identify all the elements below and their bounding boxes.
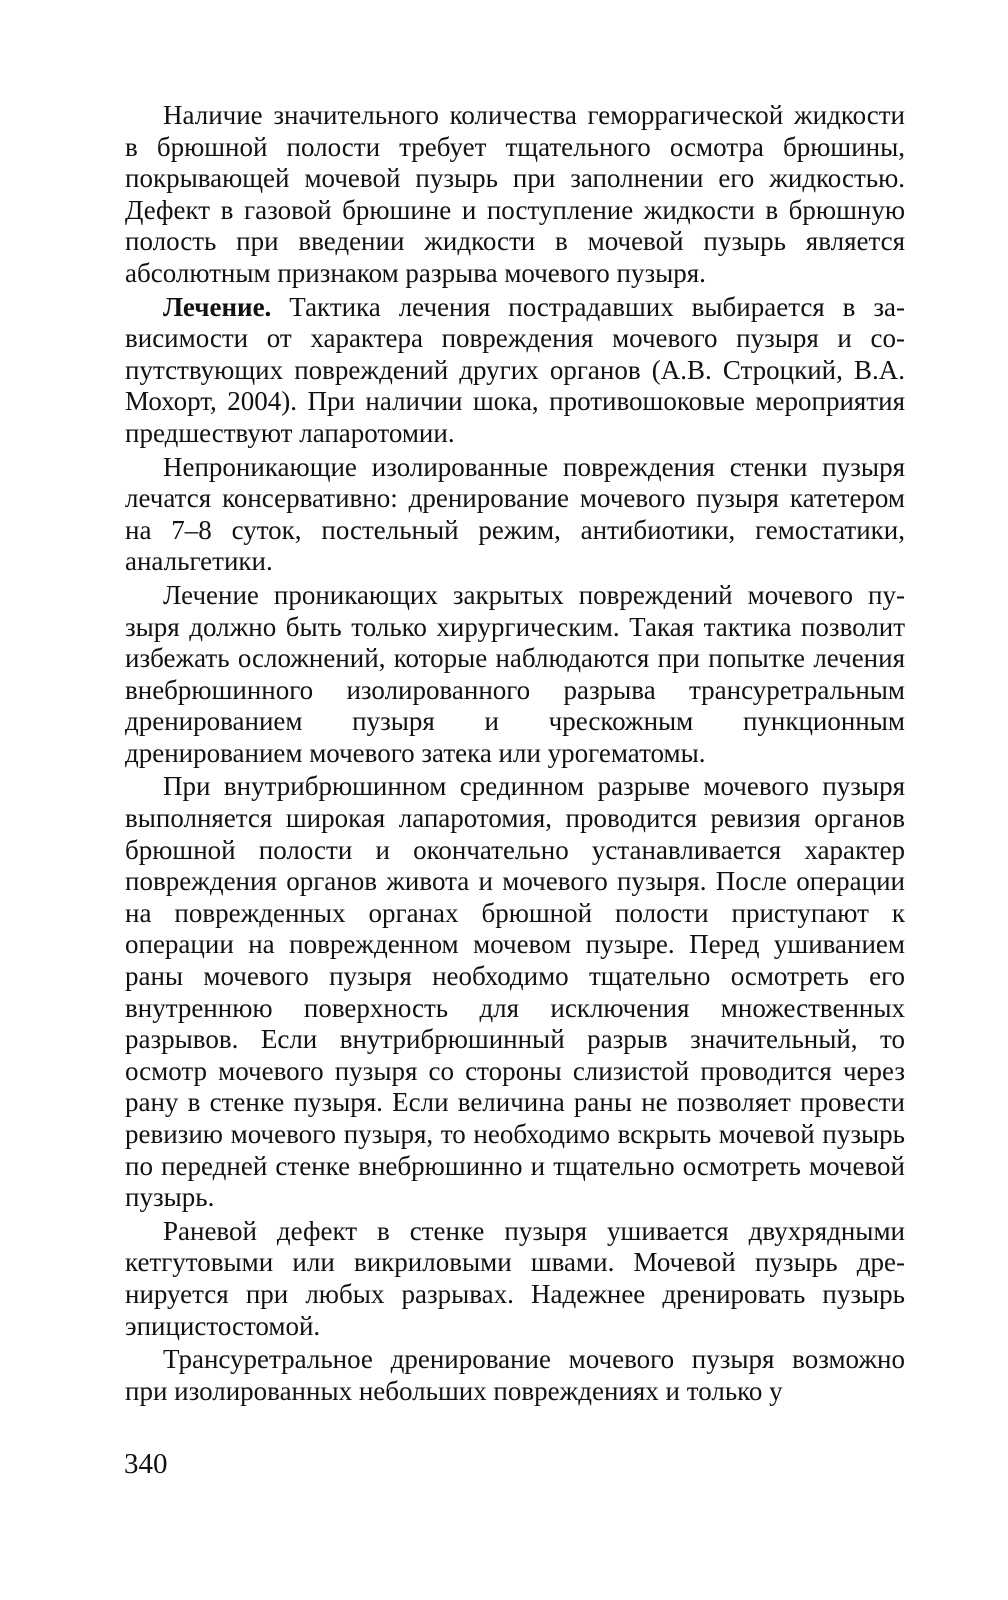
paragraph-2-text: Тактика лечения пострадавших выбирается в зависимости от характера повреждения мочевого пузыря и сопутствующих повреждений других органов (А.В. Строцкий, В.А. Мохорт, 2004). При наличии шока, противошоковые мероприятия предшествуют лапаротомии. bbox=[125, 291, 905, 448]
body-text bbox=[125, 100, 905, 1409]
paragraph-5-text: При внутрибрюшинном срединном разрыве мочевого пузыря выполняется широкая лапаротомия, проводится ревизия органов брюшной полости и окончательно устанавливается характер повреждения органов живота и мочевого пузыря. После операции на поврежденных органах брюшной полости приступают к операции на поврежденном мочевом пузыре. Перед ушиванием раны мочевого пузыря необходимо тщательно осмотреть его внутреннюю поверхность для исключения множественных разрывов. Если внутрибрюшинный разрыв значительный, то осмотр мочевого пузыря со стороны слизистой проводится через рану в стенке пузыря. Если величина раны не позволяет провести ревизию мочевого пузыря, то необходимо вскрыть мочевой пузырь по передней стенке внебрюшинно и тщательно осмотреть мочевой пузырь. bbox=[125, 771, 905, 1213]
paragraph-5 bbox=[125, 771, 905, 1213]
paragraph-1-text: Наличие значительного количества геморрагической жидкости в брюшной полости требует тщательного осмотра брюшины, покрывающей мочевой пузырь при заполнении его жидкостью. Дефект в газовой брюшине и поступление жидкости в брюшную полость при введении жидкости в мочевой пузырь является абсолютным признаком разрыва мочевого пузыря. bbox=[125, 100, 905, 288]
paragraph-7-text: Трансуретральное дренирование мочевого пузыря возможно при изолированных небольших повреждениях и только у bbox=[125, 1344, 905, 1406]
treatment-heading: Лечение. bbox=[163, 291, 272, 322]
paragraph-3-text: Непроникающие изолированные повреждения стенки пузыря лечатся консервативно: дренирование мочевого пузыря катетером на 7–8 суток, постельный режим, антибиотики, гемостатики, анальгетики. bbox=[125, 451, 905, 577]
paragraph-2 bbox=[125, 292, 905, 450]
page-number: 340 bbox=[124, 1448, 168, 1480]
paragraph-6-text: Раневой дефект в стенке пузыря ушивается двухрядными кетгутовыми или викриловыми швами. Мочевой пузырь дренируется при любых разрывах. Надежнее дренировать пузырь эпицистостомой. bbox=[125, 1215, 905, 1341]
paragraph-1 bbox=[125, 100, 905, 290]
paragraph-4 bbox=[125, 580, 905, 770]
paragraph-7 bbox=[125, 1344, 905, 1407]
paragraph-6 bbox=[125, 1216, 905, 1342]
paragraph-4-text: Лечение проникающих закрытых повреждений мочевого пузыря должно быть только хирургическим. Такая тактика позволит избежать осложнений, которые наблюдаются при попытке лечения внебрюшинного изолированного разрыва трансуретральным дренированием пузыря и чрескожным пункционным дренированием мочевого затека или урогематомы. bbox=[125, 579, 905, 768]
paragraph-3 bbox=[125, 452, 905, 578]
